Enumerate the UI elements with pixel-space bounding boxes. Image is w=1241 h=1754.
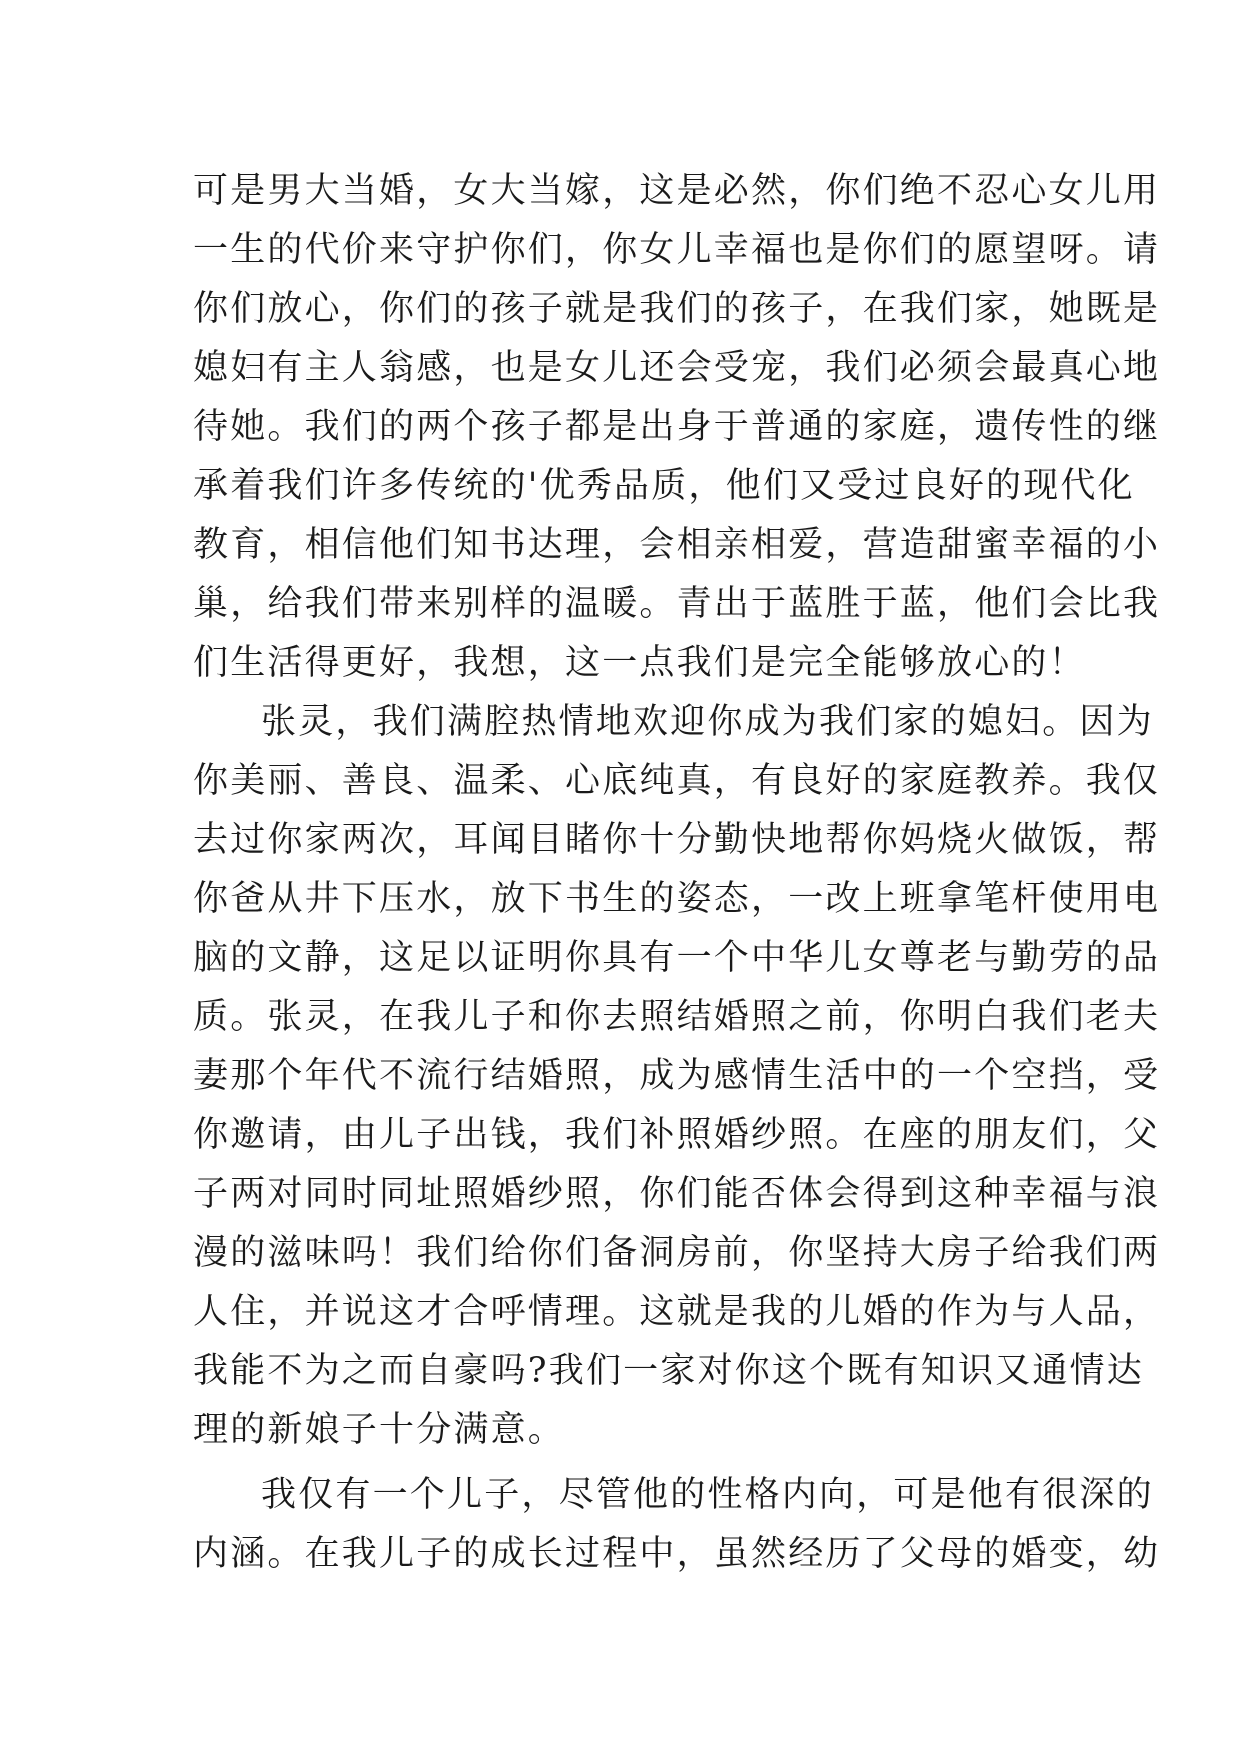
paragraph-3 <box>193 1466 1161 1584</box>
text-line: 承着我们许多传统的'优秀品质，他们又受过良好的现代化 <box>193 466 1135 506</box>
text-line: 我仅有一个儿子，尽管他的性格内向，可是他有很深的 <box>261 1475 1154 1515</box>
text-line: 教育，相信他们知书达理，会相亲相爱，营造甜蜜幸福的小 <box>193 525 1161 565</box>
text-line: 质。张灵，在我儿子和你去照结婚照之前，你明白我们老夫 <box>193 997 1161 1037</box>
text-line: 你爸从井下压水，放下书生的姿态，一改上班拿笔杆使用电 <box>193 879 1161 919</box>
text-line: 脑的文静，这足以证明你具有一个中华儿女尊老与勤劳的品 <box>193 938 1161 978</box>
text-line: 理的新娘子十分满意。 <box>193 1410 566 1450</box>
text-line: 媳妇有主人翁感，也是女儿还会受宠，我们必须会最真心地 <box>193 348 1161 388</box>
document-body <box>193 162 1161 1584</box>
text-line: 一生的代价来守护你们，你女儿幸福也是你们的愿望呀。请 <box>193 230 1161 270</box>
text-line: 张灵，我们满腔热情地欢迎你成为我们家的媳妇。因为 <box>261 702 1154 742</box>
text-line: 可是男大当婚，女大当嫁，这是必然，你们绝不忍心女儿用 <box>193 171 1161 211</box>
text-line: 我能不为之而自豪吗?我们一家对你这个既有知识又通情达 <box>193 1351 1144 1391</box>
text-line: 漫的滋味吗！我们给你们备洞房前，你坚持大房子给我们两 <box>193 1233 1161 1273</box>
text-line: 待她。我们的两个孩子都是出身于普通的家庭，遗传性的继 <box>193 407 1161 447</box>
text-line: 你美丽、善良、温柔、心底纯真，有良好的家庭教养。我仅 <box>193 761 1161 801</box>
text-line: 子两对同时同址照婚纱照，你们能否体会得到这种幸福与浪 <box>193 1174 1161 1214</box>
paragraph-1 <box>193 162 1161 693</box>
text-line: 人住，并说这才合呼情理。这就是我的儿婚的作为与人品， <box>193 1292 1161 1332</box>
text-line: 你邀请，由儿子出钱，我们补照婚纱照。在座的朋友们，父 <box>193 1115 1161 1155</box>
text-line: 妻那个年代不流行结婚照，成为感情生活中的一个空挡，受 <box>193 1056 1161 1096</box>
text-line: 你们放心，你们的孩子就是我们的孩子，在我们家，她既是 <box>193 289 1161 329</box>
text-line: 内涵。在我儿子的成长过程中，虽然经历了父母的婚变，幼 <box>193 1534 1161 1574</box>
text-line: 去过你家两次，耳闻目睹你十分勤快地帮你妈烧火做饭，帮 <box>193 820 1161 860</box>
paragraph-2 <box>193 693 1161 1460</box>
text-line: 们生活得更好，我想，这一点我们是完全能够放心的！ <box>193 643 1086 683</box>
text-line: 巢，给我们带来别样的温暖。青出于蓝胜于蓝，他们会比我 <box>193 584 1161 624</box>
